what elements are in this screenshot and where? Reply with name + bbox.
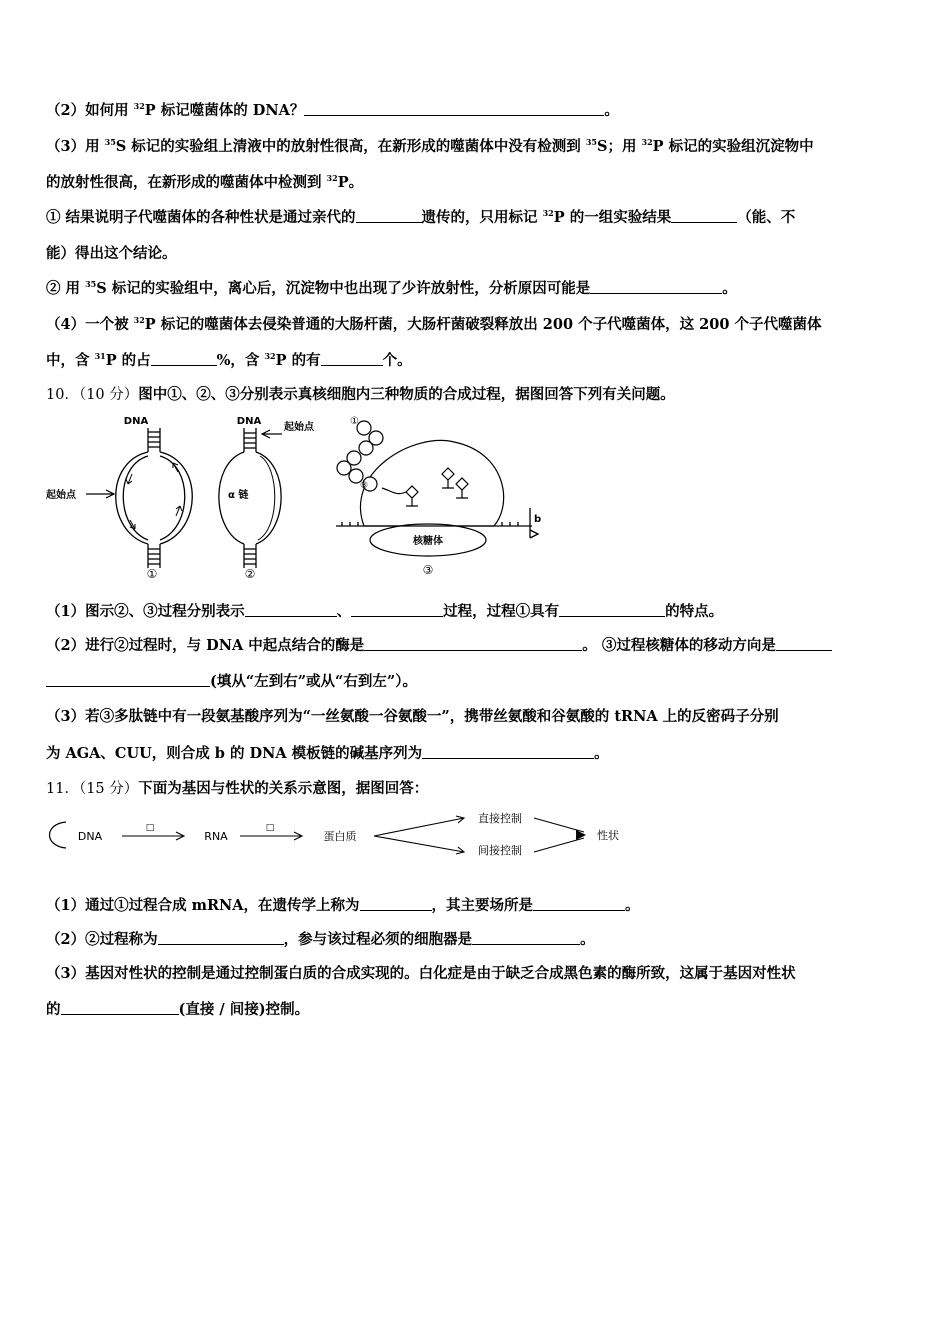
flow-step-2: □ xyxy=(265,823,275,833)
q9-sub2: ② 用 $^{35}$S 标记的实验组中，离心后，沉淀物中也出现了少许放射性，分析原因可能是 。 xyxy=(46,279,737,297)
q11-stem: 11．（15 分）下面为基因与性状的关系示意图，据图回答： xyxy=(46,780,429,797)
answer-blank[interactable] xyxy=(304,101,604,116)
flow-step-1: □ xyxy=(145,823,155,833)
fig-label-1: ① xyxy=(146,567,158,581)
fig-bead-label: ① xyxy=(350,416,359,427)
q10-stem: 10．（10 分）图中①、②、③分别表示真核细胞内三种物质的合成过程，据图回答下列有关问题。 xyxy=(46,386,675,403)
q9-part3-line2: 的放射性很高，在新形成的噬菌体中检测到 $^{32}$P。 xyxy=(46,173,364,191)
fig-alpha-chain: α 链 xyxy=(228,490,249,501)
fig-dna-label-2: DNA xyxy=(236,416,262,427)
fig-label-2: ② xyxy=(244,567,256,581)
q9-part4-line1: （4）一个被 $^{32}$P 标记的噬菌体去侵染普通的大肠杆菌，大肠杆菌破裂释放出 200 个子代噬菌体，这 200 个子代噬菌体 xyxy=(46,315,822,333)
answer-blank[interactable] xyxy=(321,351,383,366)
answer-blank[interactable] xyxy=(671,208,737,223)
answer-blank[interactable] xyxy=(151,351,217,366)
q9-part3-line1: （3）用 $^{35}$S 标记的实验组上清液中的放射性很高，在新形成的噬菌体中没有检测到 $^{35}$S；用 $^{32}$P 标记的实验组沉淀物中 xyxy=(46,137,814,155)
answer-blank[interactable] xyxy=(360,896,432,911)
answer-blank[interactable] xyxy=(422,744,594,759)
answer-blank[interactable] xyxy=(46,672,210,687)
dna-loop-arrow xyxy=(50,822,67,848)
fig-b-label: b xyxy=(534,514,542,525)
flow-protein: 蛋白质 xyxy=(323,830,357,843)
answer-blank[interactable] xyxy=(61,1000,179,1015)
answer-blank[interactable] xyxy=(590,279,722,294)
q10-part2-line1: （2）进行②过程时，与 DNA 中起点结合的酶是 。 ③过程核糖体的移动方向是 xyxy=(46,636,910,656)
flow-arrow-2 xyxy=(240,832,302,840)
q9-sub1-line1: ① 结果说明子代噬菌体的各种性状是通过亲代的 遗传的，只用标记 $^{32}$P 的一组实验结果 （能、不 xyxy=(46,208,796,226)
q10-part2-line2: (填从“左到右”或从“右到左”）。 xyxy=(46,672,910,692)
flow-direct: 直接控制 xyxy=(478,812,522,825)
origin-arrow-2 xyxy=(262,430,282,438)
answer-blank[interactable] xyxy=(158,930,284,945)
q11-part3-line2: 的 (直接 / 间接)控制。 xyxy=(46,1001,310,1018)
flow-arrow-direct xyxy=(374,816,464,836)
answer-blank[interactable] xyxy=(559,602,665,617)
answer-blank[interactable] xyxy=(472,930,580,945)
q9-part4-line2: 中，含 $^{31}$P 的占 %，含 $^{32}$P 的有 个。 xyxy=(46,351,412,369)
flow-rna: RNA xyxy=(204,830,228,843)
q10-part1: （1）图示②、③过程分别表示 、 过程，过程①具有 的特点。 xyxy=(46,603,724,620)
answer-blank[interactable] xyxy=(351,602,443,617)
origin-arrow xyxy=(86,490,114,498)
q9-part2: （2）如何用 $^{32}$P 标记噬菌体的 DNA？ 。 xyxy=(46,101,619,119)
flow-dna: DNA xyxy=(77,830,103,843)
flow-arrow-indirect xyxy=(374,836,464,854)
fig-label-3: ③ xyxy=(422,563,434,577)
fig-origin-left: 起始点 xyxy=(46,490,76,501)
replication-bubble xyxy=(116,428,193,568)
fig-bead-label-2: ⑧ xyxy=(360,481,369,491)
q11-part1: （1）通过①过程合成 mRNA，在遗传学上称为 ，其主要场所是 。 xyxy=(46,897,640,914)
q10-part3-line2: 为 AGA、CUU，则合成 b 的 DNA 模板链的碱基序列为 。 xyxy=(46,745,609,762)
q11-part3-line1: （3）基因对性状的控制是通过控制蛋白质的合成实现的。白化症是由于缺乏合成黑色素的酶所致，这属于基因对性状 xyxy=(46,965,796,982)
flow-arrow-1 xyxy=(122,832,184,840)
answer-blank[interactable] xyxy=(364,636,582,651)
flow-indirect: 间接控制 xyxy=(478,844,522,857)
q9-sub1-line2: 能）得出这个结论。 xyxy=(46,245,177,262)
q10-figure xyxy=(44,412,564,582)
fig-dna-label-1: DNA xyxy=(123,416,149,427)
flow-trait: 性状 xyxy=(597,829,619,842)
q11-part2: （2）②过程称为 ，参与该过程必须的细胞器是 。 xyxy=(46,931,595,948)
q10-part3-line1: （3）若③多肽链中有一段氨基酸序列为“一丝氨酸一谷氨酸一”，携带丝氨酸和谷氨酸的 tRNA 上的反密码子分别 xyxy=(46,708,779,725)
fig-ribosome-label: 核糖体 xyxy=(413,536,443,547)
answer-blank[interactable] xyxy=(245,602,337,617)
answer-blank[interactable] xyxy=(356,208,422,223)
fig-origin-right: 起始点 xyxy=(284,422,314,433)
answer-blank[interactable] xyxy=(533,896,625,911)
q11-figure xyxy=(44,808,644,860)
answer-blank[interactable] xyxy=(776,636,832,651)
